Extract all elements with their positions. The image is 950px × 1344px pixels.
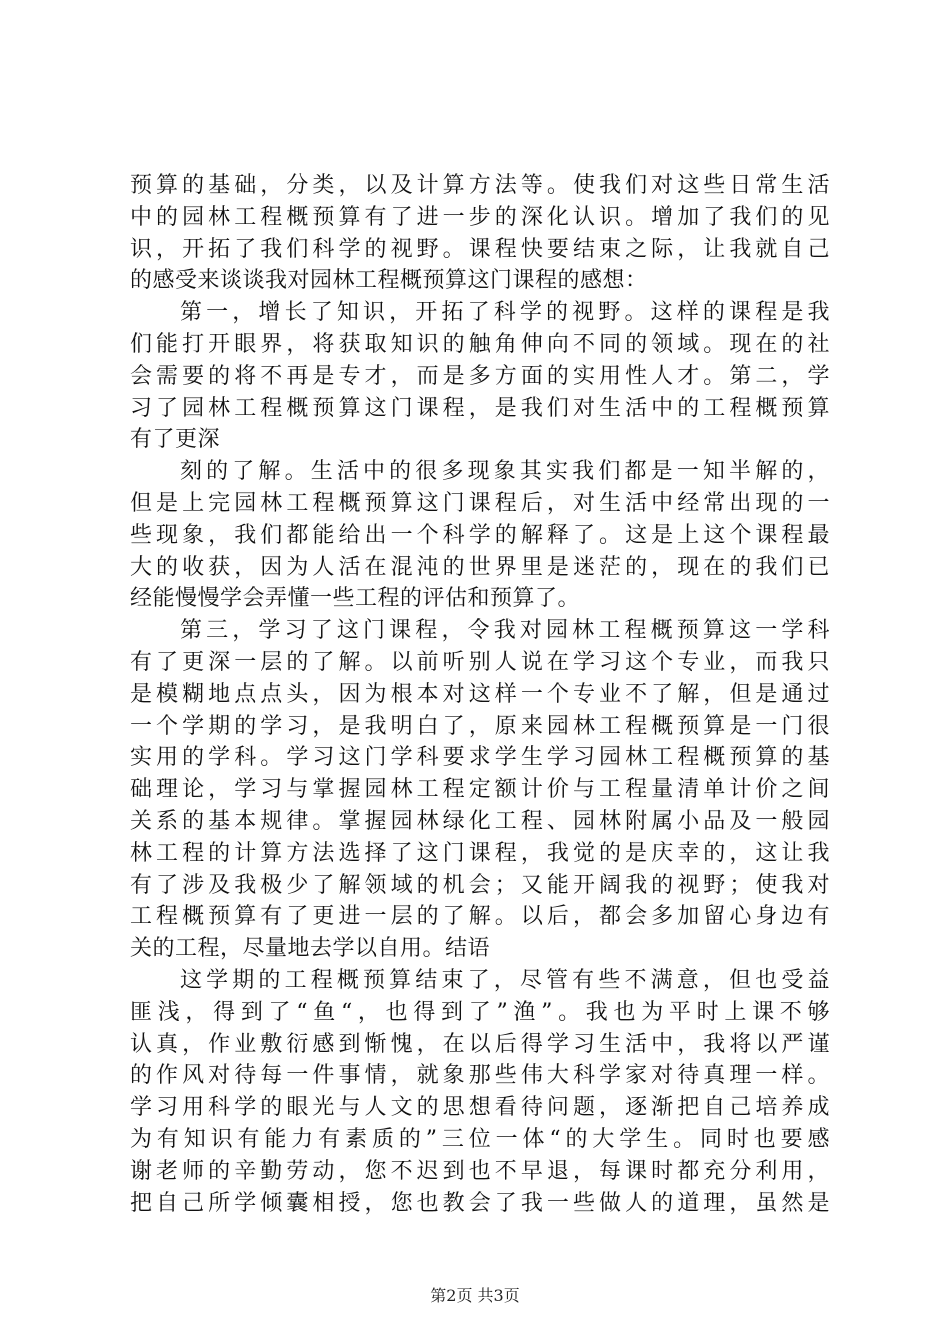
paragraph-start-line: 第三，学习了这门课程，令我对园林工程概预算这一学科 <box>180 618 830 644</box>
text-line: 工程概预算有了更进一层的了解。以后，都会多加留心身边有 <box>130 904 830 930</box>
text-line: 把自己所学倾囊相授，您也教会了我一些做人的道理，虽然是 <box>130 1190 830 1216</box>
text-line: 识，开拓了我们科学的视野。课程快要结束之际，让我就自己 <box>130 236 830 262</box>
text-line: 中的园林工程概预算有了进一步的深化认识。增加了我们的见 <box>130 204 830 230</box>
text-line: 实用的学科。学习这门学科要求学生学习园林工程概预算的基 <box>130 745 830 771</box>
page-number-footer: 第2页 共3页 <box>430 1286 520 1305</box>
text-line: 础理论，学习与掌握园林工程定额计价与工程量清单计价之间 <box>130 777 830 803</box>
text-line: 林工程的计算方法选择了这门课程，我觉的是庆幸的，这让我 <box>130 840 830 866</box>
text-line: 预算的基础，分类，以及计算方法等。使我们对这些日常生活 <box>130 173 830 198</box>
paragraph-start-line: 刻的了解。生活中的很多现象其实我们都是一知半解的， <box>180 459 830 485</box>
text-line: 些现象，我们都能给出一个科学的解释了。这是上这个课程最 <box>130 522 830 548</box>
text-line: 匪浅，得到了“鱼“，也得到了”渔”。我也为平时上课不够 <box>130 999 830 1025</box>
text-line: 是模糊地点点头，因为根本对这样一个专业不了解，但是通过 <box>130 681 830 707</box>
paragraph-start-line: 这学期的工程概预算结束了，尽管有些不满意，但也受益 <box>180 967 830 993</box>
text-line: 会需要的将不再是专才，而是多方面的实用性人才。第二，学 <box>130 363 830 389</box>
text-line: 大的收获，因为人活在混沌的世界里是迷茫的，现在的我们已 <box>130 554 830 580</box>
text-line: 谢老师的辛勤劳动，您不迟到也不早退，每课时都充分利用， <box>130 1158 830 1184</box>
text-line: 经能慢慢学会弄懂一些工程的评估和预算了。 <box>130 586 581 612</box>
document-body <box>130 170 830 1219</box>
text-line: 习了园林工程概预算这门课程，是我们对生活中的工程概预算 <box>130 395 830 421</box>
paragraph-start-line: 第一，增长了知识，开拓了科学的视野。这样的课程是我 <box>180 300 830 326</box>
text-line: 一个学期的学习，是我明白了，原来园林工程概预算是一门很 <box>130 713 830 739</box>
text-line: 但是上完园林工程概预算这门课程后，对生活中经常出现的一 <box>130 490 830 516</box>
text-line: 学习用科学的眼光与人文的思想看待问题，逐渐把自己培养成 <box>130 1095 830 1121</box>
text-line: 关的工程，尽量地去学以自用。结语 <box>130 936 491 962</box>
text-line: 认真，作业敷衍感到惭愧，在以后得学习生活中，我将以严谨 <box>130 1031 830 1057</box>
text-line: 们能打开眼界，将获取知识的触角伸向不同的领域。现在的社 <box>130 331 830 357</box>
text-line: 的感受来谈谈我对园林工程概预算这门课程的感想： <box>130 268 648 294</box>
text-line: 的作风对待每一件事情，就象那些伟大科学家对待真理一样。 <box>130 1063 830 1089</box>
text-line: 有了更深一层的了解。以前听别人说在学习这个专业，而我只 <box>130 649 830 675</box>
text-line: 为有知识有能力有素质的”三位一体“的大学生。同时也要感 <box>130 1126 830 1152</box>
text-line: 有了更深 <box>130 427 221 453</box>
text-line: 有了涉及我极少了解领域的机会；又能开阔我的视野；使我对 <box>130 872 830 898</box>
text-line: 关系的基本规律。掌握园林绿化工程、园林附属小品及一般园 <box>130 808 830 834</box>
